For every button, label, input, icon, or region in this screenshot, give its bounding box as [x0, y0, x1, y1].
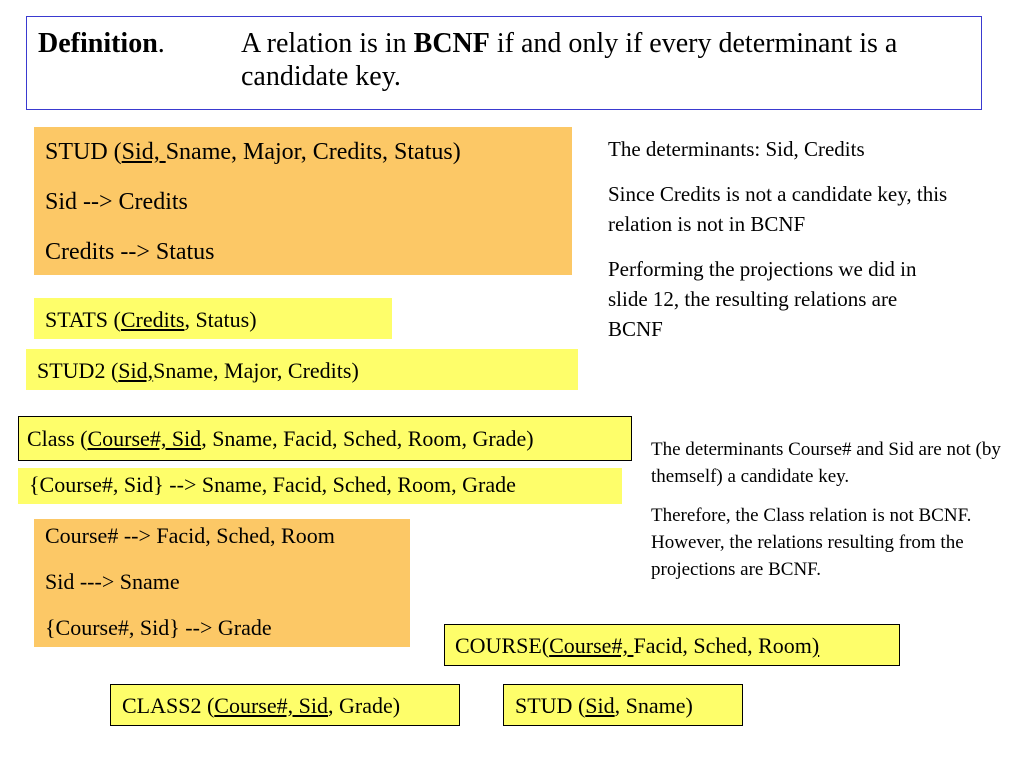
class2-relation-box: CLASS2 (Course#, Sid, Grade): [110, 684, 460, 726]
stud-projection-box: STUD (Sid, Sname): [503, 684, 743, 726]
class2-key: Course#, Sid: [214, 693, 328, 718]
stud-relation-box: [34, 127, 572, 275]
stud-schema: STUD (Sid, Sname, Major, Credits, Status): [45, 139, 461, 165]
class-fd-1: Course# --> Facid, Sched, Room: [45, 523, 335, 548]
stud-explanation-p1: The determinants: Sid, Credits: [608, 137, 865, 161]
stud-fd-2: Credits --> Status: [45, 239, 215, 265]
stud-projection-key: Sid: [585, 693, 615, 718]
definition-label: Definition.: [38, 28, 165, 59]
stud2-relation-box: STUD2 (Sid,Sname, Major, Credits): [26, 349, 578, 390]
class-explanation-p2: Therefore, the Class relation is not BCNF. However, the relations resulting from the projections are BCNF.: [651, 505, 972, 580]
definition-box: [26, 16, 982, 110]
stats-key: Credits: [120, 307, 185, 332]
class-fds-box: [34, 519, 410, 647]
course-relation-box: COURSE(Course#, Facid, Sched, Room): [444, 624, 900, 666]
stud-key: Sid,: [121, 139, 166, 165]
stud2-key: Sid,: [118, 358, 154, 383]
class-fd-3: {Course#, Sid} --> Grade: [45, 615, 272, 640]
stud-fd-1: Sid --> Credits: [45, 189, 188, 215]
class-fd-2: Sid ---> Sname: [45, 569, 180, 594]
class-fd: {Course#, Sid} --> Sname, Facid, Sched, Room, Grade: [29, 472, 516, 497]
stud-explanation-p2: Since Credits is not a candidate key, this relation is not in BCNF: [608, 182, 948, 236]
stud-explanation: [608, 134, 948, 359]
course-key: Course#,: [549, 633, 634, 658]
class-relation-box: Class (Course#, Sid, Sname, Facid, Sched, Room, Grade): [18, 416, 632, 461]
class-key: Course#, Sid: [87, 426, 202, 451]
definition-text: A relation is in BCNF if and only if every determinant is a candidate key.: [241, 28, 898, 92]
stud-explanation-p3: Performing the projections we did in slide 12, the resulting relations are BCNF: [608, 257, 917, 341]
class-fd-box: [18, 468, 622, 504]
class-explanation: [651, 436, 1003, 595]
stats-relation-box: STATS (Credits, Status): [34, 298, 392, 339]
class-explanation-p1: The determinants Course# and Sid are not (by themself) a candidate key.: [651, 439, 1001, 487]
